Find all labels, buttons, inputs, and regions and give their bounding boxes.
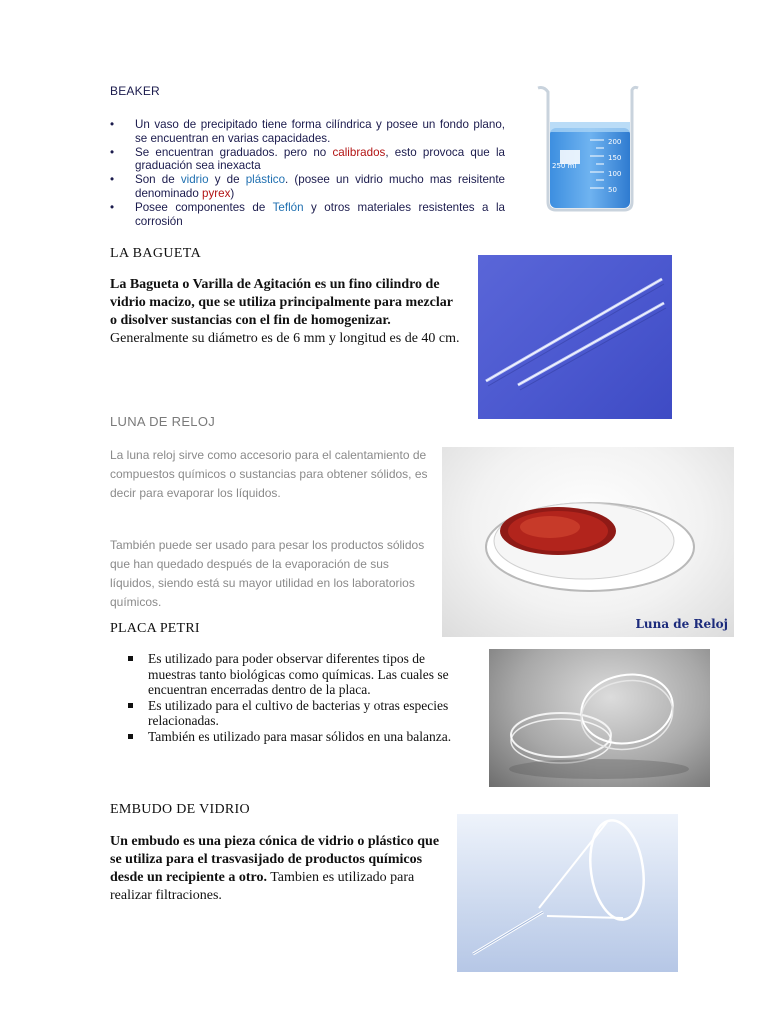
bagueta-bold-text: La Bagueta o Varilla de Agitación es un fino cilindro de vidrio macizo, que se utiliza principalmente para mezclar o disolver sustancias con el fin de homogenizar. — [110, 277, 453, 328]
link-vidrio[interactable]: vidrio — [180, 173, 209, 187]
luna-image-caption: Luna de Reloj — [635, 617, 728, 631]
list-item-text: Son de — [135, 173, 181, 187]
list-item: Es utilizado para el cultivo de bacterias y otras especies relacionadas. — [128, 698, 473, 729]
beaker-list — [110, 118, 505, 228]
luna-paragraph-2: También puede ser usado para pesar los productos sólidos que han quedado después de la evaporación de sus líquidos, siendo está su mayor utilidad en los laboratorios químicos. — [110, 538, 425, 609]
list-item — [110, 118, 505, 146]
list-item-text: . (posee un vidrio mucho mas reisitente denominado — [135, 173, 506, 200]
beaker-image — [530, 78, 650, 214]
beaker-label: 200 — [608, 138, 622, 146]
link-pyrex[interactable]: pyrex — [202, 186, 231, 200]
beaker-label: 250 ml — [552, 162, 577, 170]
embudo-bold-text: Un embudo es una pieza cónica de vidrio o plástico que se utiliza para el trasvasijado de productos químicos desde un recipiente a otro. — [110, 834, 440, 885]
list-item — [110, 173, 505, 201]
embudo-heading: EMBUDO DE VIDRIO — [110, 802, 250, 817]
list-item-text: Posee componentes de — [135, 200, 273, 214]
luna-paragraph-1: La luna reloj sirve como accesorio para el calentamiento de compuestos químicos o sustancias para obtener sólidos, es decir para evaporar los líquidos. — [110, 448, 428, 500]
list-item-text: Se encuentran graduados. pero no — [135, 145, 333, 159]
link-teflon[interactable]: Teflón — [272, 200, 304, 214]
bagueta-heading: LA BAGUETA — [110, 246, 202, 261]
link-plastico[interactable]: plástico — [245, 173, 286, 187]
list-item: También es utilizado para masar sólidos en una balanza. — [128, 729, 473, 745]
petri-heading: PLACA PETRI — [110, 621, 200, 636]
list-item — [110, 201, 505, 229]
bagueta-paragraph — [110, 276, 460, 348]
embudo-paragraph — [110, 833, 450, 905]
list-item-text: y de — [208, 173, 246, 187]
petri-image — [489, 649, 710, 787]
beaker-label: 100 — [608, 170, 622, 178]
beaker-label: 150 — [608, 154, 622, 162]
petri-list — [128, 651, 473, 744]
list-item-text: Un vaso de precipitado tiene forma cilíndrica y posee un fondo plano, se encuentran en varias capacidades. — [135, 118, 505, 145]
embudo-normal-text: Tambien es utilizado para realizar filtraciones. — [110, 870, 415, 903]
luna-heading: LUNA DE RELOJ — [110, 414, 216, 429]
bagueta-normal-text: Generalmente su diámetro es de 6 mm y longitud es de 40 cm. — [110, 331, 460, 346]
list-item-text: , esto provoca que la graduación sea inexacta — [135, 145, 505, 173]
list-item-text: ) — [230, 186, 235, 200]
list-item — [110, 146, 505, 174]
luna-image — [442, 447, 734, 637]
link-calibrados[interactable]: calibrados — [332, 145, 386, 159]
beaker-label: 50 — [608, 186, 617, 194]
list-item: Es utilizado para poder observar diferentes tipos de muestras tanto biológicas como químicas. Las cuales se encuentran encerradas dentro de la placa. — [128, 651, 473, 698]
embudo-image — [457, 814, 678, 972]
bagueta-image — [478, 255, 672, 419]
list-item-text: y otros materiales resistentes a la corrosión — [135, 200, 505, 228]
beaker-heading: BEAKER — [110, 84, 160, 98]
